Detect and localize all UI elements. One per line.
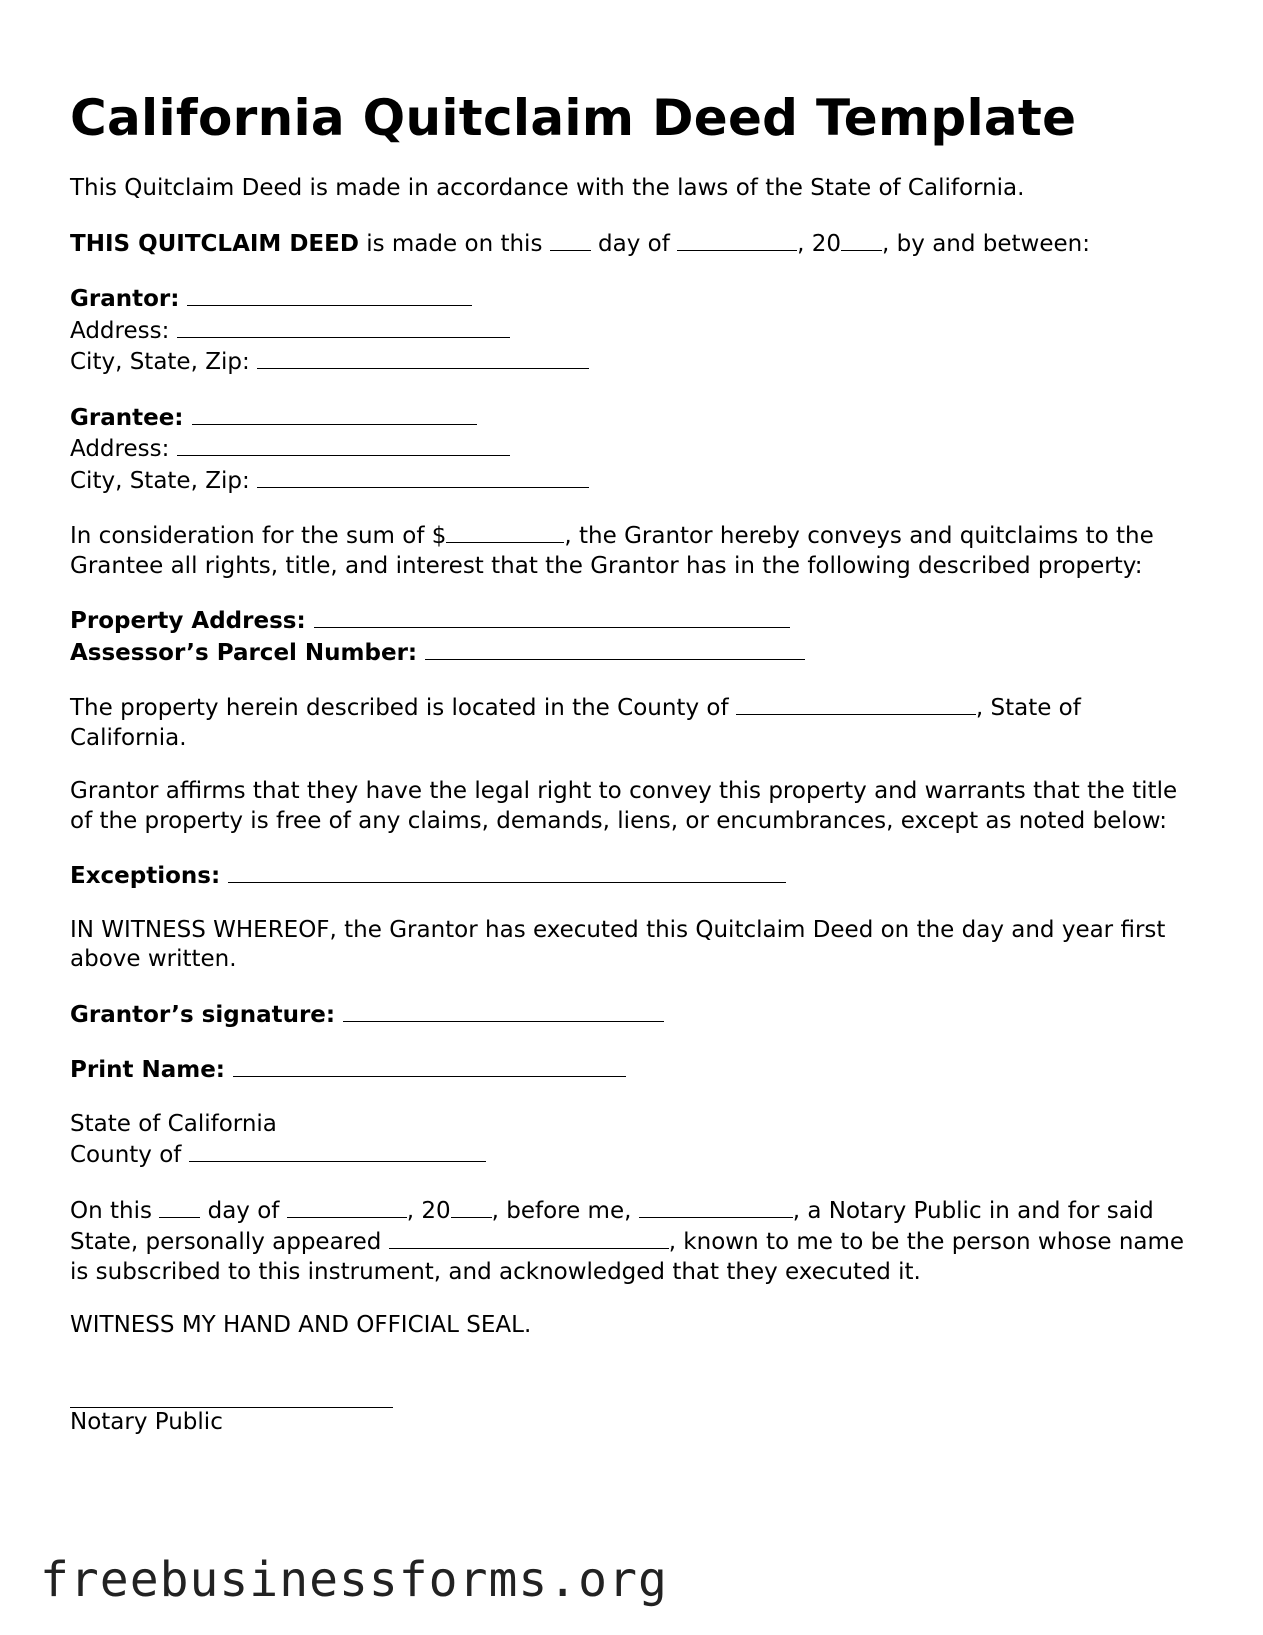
- grantee-name-blank[interactable]: [192, 402, 477, 425]
- notary-state: State of California: [70, 1110, 277, 1137]
- grantee-csz-blank[interactable]: [257, 465, 589, 488]
- grantor-csz-label: City, State, Zip:: [70, 349, 258, 375]
- grantor-label: Grantor:: [70, 286, 188, 312]
- consideration-paragraph: In consideration for the sum of $ , the Grantor hereby conveys and quitclaims to the Grantee all rights, title, and interest that the Grantor has in the following described property:: [70, 520, 1200, 581]
- grantor-name-blank[interactable]: [187, 283, 472, 306]
- signature-blank[interactable]: [343, 999, 664, 1022]
- affirm-paragraph: Grantor affirms that they have the legal right to convey this property and warrants that the title of the property is free of any claims, demands, liens, or encumbrances, except as noted below:: [70, 778, 1178, 834]
- property-address-blank[interactable]: [314, 605, 790, 628]
- notary-name-blank[interactable]: [639, 1195, 793, 1218]
- notary-paragraph: On this day of , 20 , before me, , a Notary Public in and for said State, personally appeared , known to me to be the person whose name is subscribed to this instrument, and acknowledged that they executed it.: [70, 1195, 1200, 1288]
- signature-line: [70, 999, 1200, 1031]
- witness-paragraph: IN WITNESS WHEREOF, the Grantor has executed this Quitclaim Deed on the day and year first above written.: [70, 916, 1166, 972]
- day-blank[interactable]: [550, 228, 591, 251]
- property-block: [70, 605, 1200, 668]
- notary-month-blank[interactable]: [287, 1195, 407, 1218]
- page-title: California Quitclaim Deed Template: [70, 89, 1077, 147]
- grantor-block: [70, 283, 1200, 378]
- parcel-number-label: Assessor’s Parcel Number:: [70, 639, 426, 666]
- intro-paragraph: This Quitclaim Deed is made in accordance with the laws of the State of California.: [70, 175, 1025, 201]
- deed-date-line: THIS QUITCLAIM DEED is made on this day of , 20 , by and between:: [70, 228, 1200, 260]
- grantee-address-label: Address:: [70, 436, 177, 462]
- notary-county-blank[interactable]: [189, 1139, 486, 1162]
- notary-signature-blank[interactable]: [70, 1385, 393, 1408]
- exceptions-blank[interactable]: [228, 860, 786, 883]
- grantor-csz-blank[interactable]: [257, 346, 589, 369]
- grantee-csz-label: City, State, Zip:: [70, 467, 258, 494]
- grantor-address-blank[interactable]: [177, 315, 510, 338]
- parcel-number-blank[interactable]: [425, 637, 805, 660]
- notary-venue-block: [70, 1110, 1200, 1171]
- grantee-label: Grantee:: [70, 404, 192, 431]
- notary-year-blank[interactable]: [451, 1195, 492, 1218]
- appeared-name-blank[interactable]: [389, 1226, 669, 1249]
- notary-day-blank[interactable]: [159, 1195, 200, 1218]
- seal-line: WITNESS MY HAND AND OFFICIAL SEAL.: [70, 1312, 532, 1338]
- sum-blank[interactable]: [446, 520, 564, 543]
- watermark: freebusinessforms.org: [40, 1552, 668, 1608]
- print-name-line: [70, 1054, 1200, 1086]
- exceptions-label: Exceptions:: [70, 863, 229, 889]
- grantor-address-label: Address:: [70, 317, 177, 344]
- month-blank[interactable]: [677, 228, 797, 251]
- county-paragraph: The property herein described is located in the County of , State of California.: [70, 692, 1200, 753]
- exceptions-line: [70, 860, 1200, 892]
- notary-signature-block: [70, 1385, 1200, 1438]
- deed-lead: THIS QUITCLAIM DEED: [70, 230, 359, 257]
- grantee-block: [70, 402, 1200, 497]
- property-address-label: Property Address:: [70, 608, 314, 634]
- notary-public-label: Notary Public: [70, 1408, 223, 1435]
- year-blank[interactable]: [841, 228, 882, 251]
- notary-county-label: County of: [70, 1142, 189, 1168]
- document-page: [70, 86, 1200, 1437]
- county-blank[interactable]: [736, 692, 976, 715]
- grantee-address-blank[interactable]: [177, 433, 510, 456]
- print-name-blank[interactable]: [233, 1054, 626, 1077]
- print-name-label: Print Name:: [70, 1057, 233, 1083]
- signature-label: Grantor’s signature:: [70, 1001, 344, 1028]
